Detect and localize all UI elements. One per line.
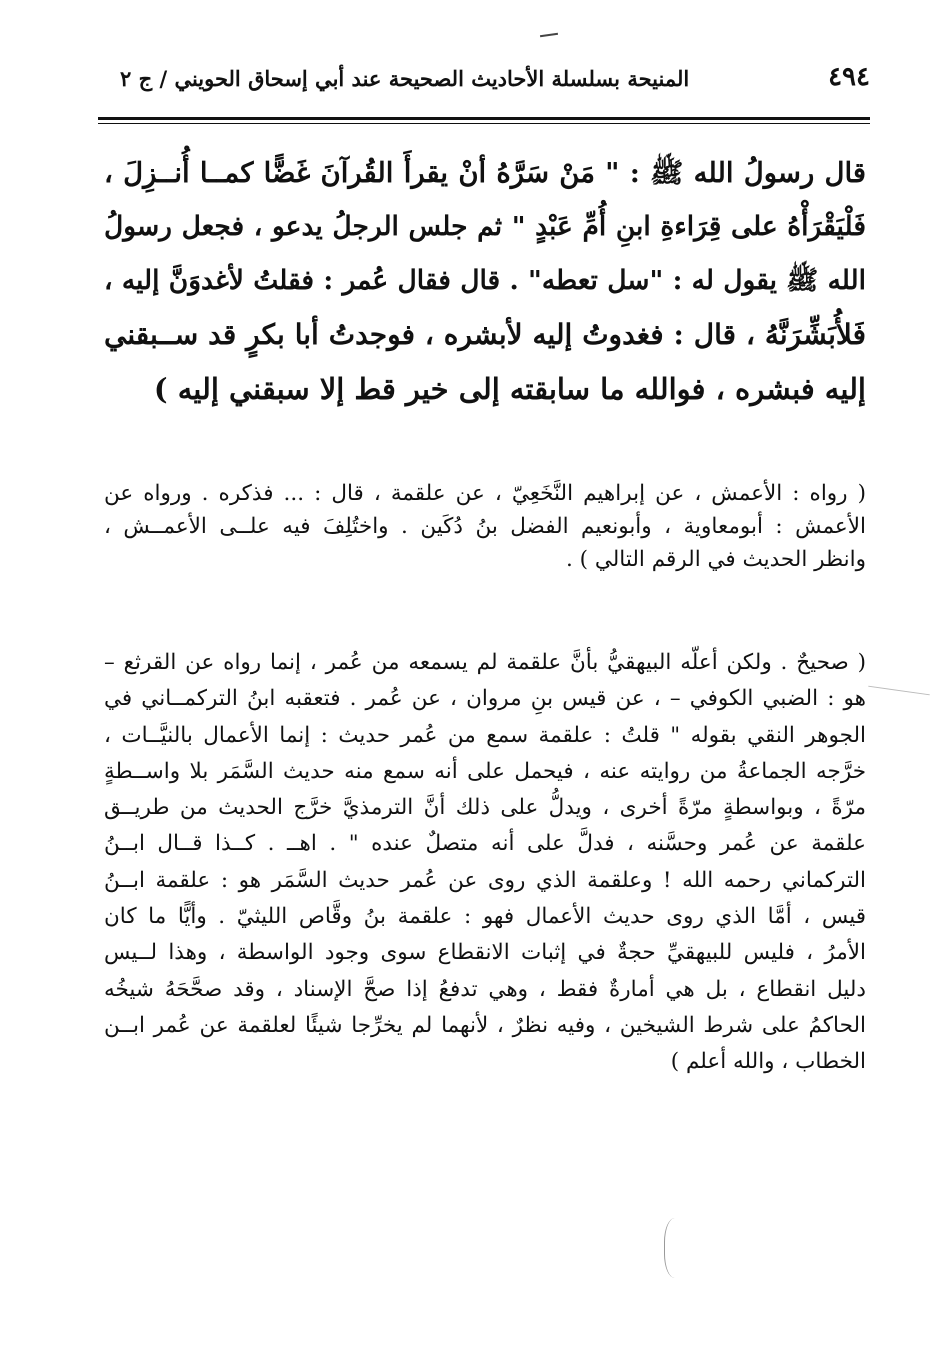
- hadith-line: فَلْيَقْرَأْهُ على قِرَاءةِ ابنِ أُمِّ عَبْدٍ " ثم جلس الرجلُ يدعو ، فجعل رسولُ: [104, 211, 866, 242]
- note-line: الأعمش : أبومعاوية ، وأبونعيم الفضل بنُ دُكَين . واختُلِفَ فيه علــى الأعمــش ،: [104, 514, 866, 539]
- running-title: المنيحة بسلسلة الأحاديث الصحيحة عند أبي إسحاق الحويني / ج ٢: [120, 66, 690, 91]
- hadith-line: قال رسولُ الله ﷺ : " مَنْ سَرَّهُ أنْ يقرأَ القُرآنَ غَضًّا كمــا أُنــزِلَ ،: [104, 157, 866, 189]
- note-line: الجوهر النقي بقوله " قلتُ : علقمة سمع من عُمر حديث : إنما الأعمال بالنيَّــات ،: [104, 722, 866, 748]
- page-header: [98, 58, 870, 102]
- note-line: مرّةً ، وبواسطةٍ مرّةً أخرى ، ويدلُّ على ذلك أنَّ الترمذيَّ خرَّج الحديث من طريــق: [104, 795, 866, 821]
- note-line: علقمة عن عُمر وحسَّنه ، فدلَّ على أنه متصلٌ عنده " . اهــ . كــذا قــال ابــنُ: [104, 831, 866, 857]
- scan-artifact-curve: [664, 1218, 691, 1278]
- note-line: وانظر الحديث في الرقم التالي ) .: [565, 547, 866, 572]
- narration-note: [104, 477, 866, 576]
- note-line: قيس ، أمَّا الذي روى حديث الأعمال فهو : علقمة بنُ وقَّاص الليثيّ . وأيًّا ما كان: [104, 904, 866, 930]
- note-line: ( صحيحٌ . ولكن أعلّه البيهقيُّ بأنَّ علقمة لم يسمعه من عُمر ، إنما رواه عن القرثع –: [104, 650, 866, 675]
- note-line: دليل انقطاع ، بل هي أمارةٌ فقط ، وهي تدفعُ إذا صحَّ الإسناد ، وقد صحَّحَهُ شيخُه: [104, 976, 866, 1002]
- hadith-line: الله ﷺ يقول له : "سل تعطه" . قال فقال عُمر : فقلتُ لأغدوَنَّ إليه ،: [104, 265, 866, 296]
- note-line: الحاكمُ على شرط الشيخين ، وفيه نظرٌ ، لأنهما لم يخرِّجا شيئًا لعلقمة عن عُمر ابــن: [104, 1012, 866, 1038]
- page-number: ٤٩٤: [828, 62, 870, 92]
- note-line: الخطاب ، والله أعلم ): [670, 1049, 866, 1075]
- note-line: ( رواه : الأعمش ، عن إبراهيم النَّخَعِيّ ، عن علقمة ، قال : ... فذكره . ورواه عن: [104, 481, 866, 506]
- note-line: خرَّجه الجماعةُ من روايته عنه ، فيحمل على أنه سمع منه حديث السَّمَر بلا واســطةٍ: [104, 758, 866, 784]
- grading-note: [104, 645, 866, 1081]
- note-line: التركماني رحمه الله ! وعلقمة الذي روى عن عُمر حديث السَّمَر هو : علقمة ابــنُ: [104, 867, 866, 893]
- scan-artifact-line: [868, 686, 930, 696]
- hadith-line: إليه فبشره ، فوالله ما سابقته إلى خير قط إلا سبقني إليه ): [153, 372, 866, 406]
- note-line: هو : الضبي الكوفي – ، عن قيس بنِ مروان ، عن عُمر . فتعقبه ابنُ التركمــاني في: [104, 686, 866, 712]
- header-rule-thin: [98, 123, 870, 124]
- hadith-line: فَلأُبَشِّرَنَّهُ ، قال : فغدوتُ إليه لأبشره ، فوجدتُ أبا بكرٍ قد ســبقني: [104, 318, 866, 351]
- hadith-text: [104, 146, 866, 416]
- scan-mark: [540, 33, 558, 37]
- note-line: الأمرُ ، فليس للبيهقيِّ حجةٌ في إثبات الانقطاع سوى وجود الواسطة ، وهذا لــيس: [104, 940, 866, 966]
- header-rule-thick: [98, 117, 870, 120]
